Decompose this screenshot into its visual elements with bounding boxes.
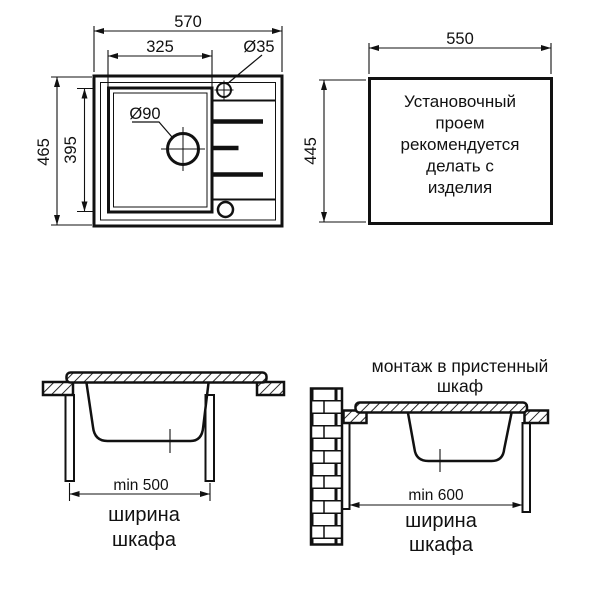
drain-diameter-text: Ø90 bbox=[129, 105, 161, 123]
note-line-2: проем bbox=[435, 113, 485, 133]
title-line-2: шкаф bbox=[436, 376, 484, 396]
note-line-4: делать с bbox=[426, 156, 494, 176]
caption-line-2: шкафа bbox=[112, 529, 176, 551]
dim-min-500-label: min 500 bbox=[113, 477, 169, 494]
countertop-left bbox=[43, 382, 73, 395]
sink-rim-section bbox=[67, 373, 267, 383]
countertop-right bbox=[525, 411, 549, 424]
dim-445-label: 445 bbox=[302, 137, 320, 165]
dim-550-label: 550 bbox=[446, 30, 474, 48]
caption-line-1: ширина bbox=[405, 510, 477, 532]
caption-line-1: ширина bbox=[108, 504, 180, 526]
title-line-1: монтаж в пристенный bbox=[371, 356, 549, 376]
sink-rim-section bbox=[356, 403, 528, 413]
faucet-diameter-text: Ø35 bbox=[243, 38, 275, 56]
note-line-1: Установочный bbox=[404, 92, 516, 111]
brick-wall bbox=[311, 389, 342, 545]
dim-570-label: 570 bbox=[174, 13, 202, 31]
note-line-3: рекомендуется bbox=[400, 135, 520, 154]
countertop-right bbox=[257, 382, 284, 395]
note-line-5: изделия bbox=[427, 178, 493, 197]
caption-line-2: шкафа bbox=[409, 534, 473, 556]
dim-465-label: 465 bbox=[35, 138, 53, 166]
dim-325-label: 325 bbox=[146, 38, 174, 56]
dim-min-600-label: min 600 bbox=[408, 487, 464, 504]
dim-395-label: 395 bbox=[62, 136, 80, 164]
